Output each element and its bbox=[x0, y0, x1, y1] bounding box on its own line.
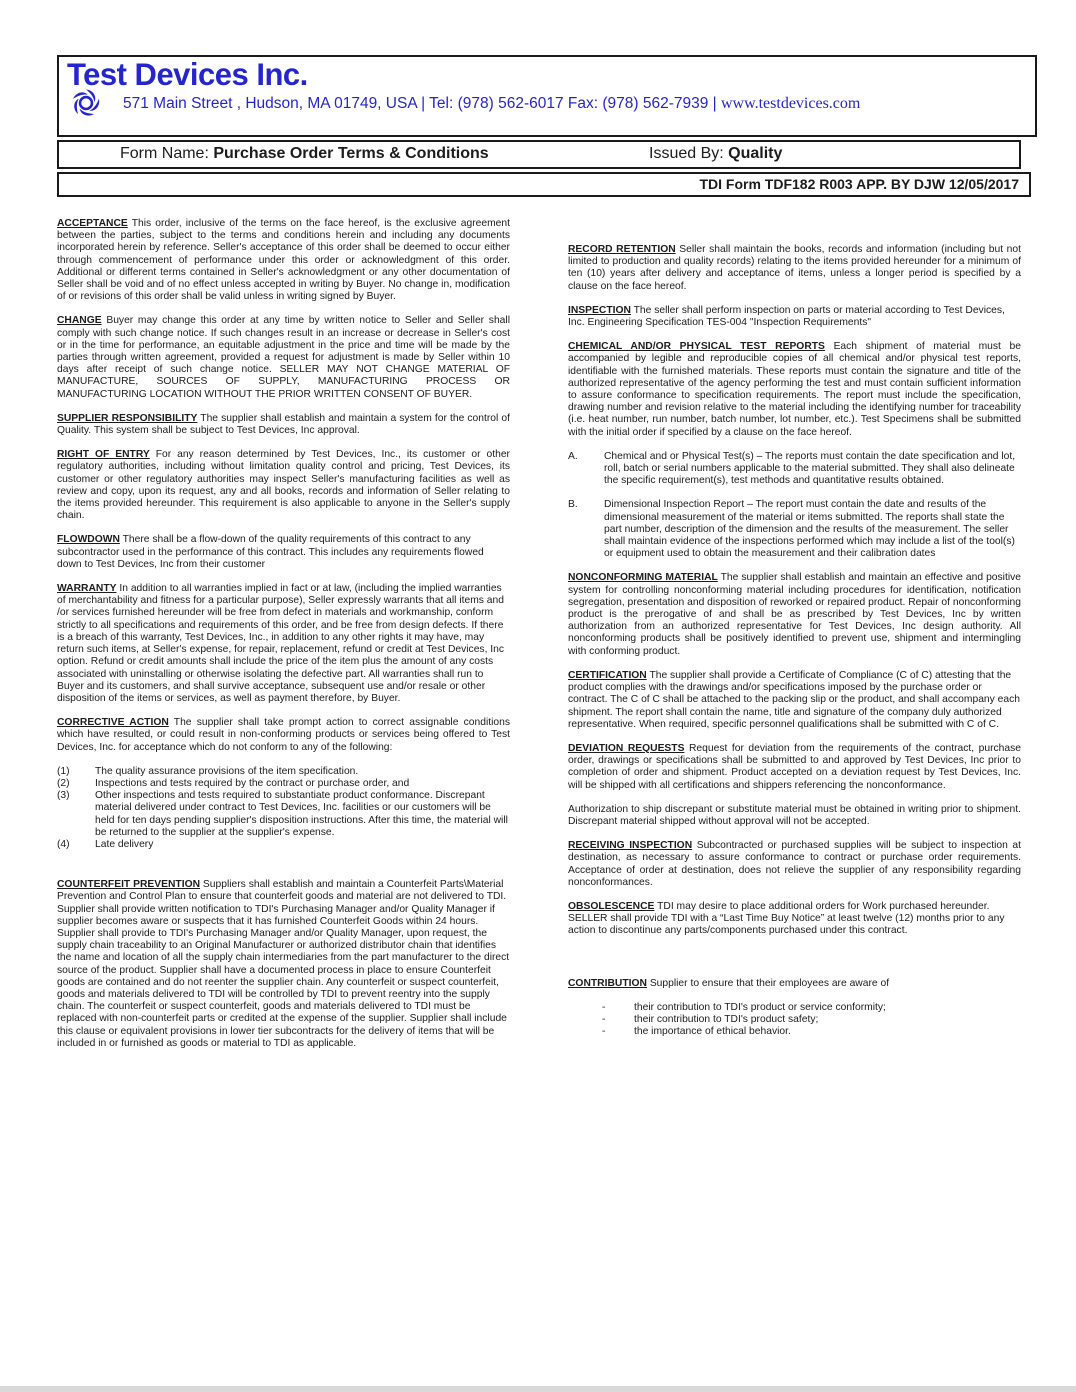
paragraph bbox=[568, 572, 1021, 657]
list-item bbox=[57, 790, 510, 839]
company-website: www.testdevices.com bbox=[720, 94, 861, 112]
paragraph-text: The supplier shall establish and maintain a system for the control of Quality. This system shall be subject to Test Devices, Inc approval. bbox=[57, 412, 510, 437]
scan-edge-artifact bbox=[0, 1386, 1076, 1392]
section-heading: WARRANTY bbox=[57, 583, 117, 595]
section bbox=[568, 305, 1021, 329]
paragraph bbox=[57, 534, 510, 571]
section-heading: CHEMICAL AND/OR PHYSICAL TEST REPORTS bbox=[568, 341, 825, 353]
list-item bbox=[57, 778, 510, 790]
form-name bbox=[120, 145, 489, 163]
section bbox=[57, 583, 510, 705]
list-item bbox=[57, 839, 510, 851]
section-heading: RECEIVING INSPECTION bbox=[568, 840, 693, 852]
paragraph bbox=[57, 315, 510, 400]
paragraph-text: There shall be a flow-down of the quality requirements of this contract to any subcontractor used in the performance of this contract. This includes any requirements flowed down to Test Devices, Inc from their customer bbox=[57, 534, 484, 570]
section-heading: RIGHT OF ENTRY bbox=[57, 449, 150, 461]
list-item-text: Inspections and tests required by the contract or purchase order, and bbox=[95, 777, 410, 789]
header-brand-box bbox=[57, 55, 1037, 137]
list-marker: (1) bbox=[57, 765, 70, 777]
section bbox=[568, 901, 1021, 938]
list-marker: (4) bbox=[57, 838, 70, 850]
paragraph-text: TDI may desire to place additional orders for Work purchased hereunder. SELLER shall provide TDI with a “Last Time Buy Notice” at least twelve (12) months prior to any action to discontinue any parts/components purchased under this contract. bbox=[568, 900, 1005, 937]
section-heading: COUNTERFEIT PREVENTION bbox=[57, 879, 201, 891]
list-marker: A. bbox=[568, 450, 578, 462]
list-marker: (2) bbox=[57, 777, 70, 789]
list-item bbox=[602, 1026, 1021, 1038]
section-heading: INSPECTION bbox=[568, 304, 631, 316]
section-heading: FLOWDOWN bbox=[57, 534, 120, 546]
section-heading: CORRECTIVE ACTION bbox=[57, 717, 169, 729]
paragraph-text: Subcontracted or purchased supplies will be subject to inspection at destination, as necessary to assure conformance to contract or purchase order requirements. Acceptance of order at destination, does not relieve the supplier of any responsibility regarding nonconformances. bbox=[568, 840, 1022, 888]
section bbox=[57, 534, 510, 571]
address-text: 571 Main Street , Hudson, MA 01749, USA | Tel: (978) 562-6017 Fax: (978) 562-7939 | bbox=[123, 94, 721, 112]
list bbox=[568, 1002, 1021, 1039]
paragraph-text: The supplier shall take prompt action to correct assignable conditions which have resulted, or could result in non-conforming products or services being offered to Test Devices, Inc. for acceptance which do not conform to any of the following: bbox=[57, 717, 510, 753]
header-form-ref-row bbox=[57, 172, 1031, 197]
section-heading: NONCONFORMING MATERIAL bbox=[568, 572, 718, 584]
section-heading: DEVIATION REQUESTS bbox=[568, 742, 685, 754]
paragraph-text: Supplier to ensure that their employees are aware of bbox=[649, 977, 890, 989]
paragraph-text: Each shipment of material must be accompanied by legible and reproducible copies of all chemical and/or physical test reports, identifiable with the furnished materials. These reports must contain the signature and title of the authorized representative of the agency performing the test and must contain sufficient information to assure conformance to specification requirements. The report must include the specification, drawing number and revision relative to the material including the identifying number for traceability (i.e. heat number, run number, batch number, lot number, etc.). Test Specimens shall be submitted with the initial order if specified by a clause on the face hereof. bbox=[568, 341, 1021, 438]
list-marker: - bbox=[602, 1013, 606, 1025]
section bbox=[568, 670, 1021, 731]
section-heading: OBSOLESCENCE bbox=[568, 900, 655, 912]
paragraph bbox=[57, 413, 510, 437]
paragraph-text: Buyer may change this order at any time by written notice to Seller and Seller shall comply with such change notice. If such changes result in an increase or decrease in Seller's cost or in the time for performance, an equitable adjustment in the price and time will be made by the parties through written agreement, provided a request for adjustment is made by Seller within 10 days after receipt of such change notice. SELLER MAY NOT CHANGE MATERIAL OF MANUFACTURE, SOURCES OF SUPPLY, MANUFACTURING PROCESS OR MANUFACTURING LOCATION WITHOUT THE PRIOR WRITTEN CONSENT OF BUYER. bbox=[57, 315, 510, 400]
list-item-text: Dimensional Inspection Report – The report must contain the date and results of the dimensional measurement of the material or items submitted. The reports shall state the part number, description of the dimension and the results of the measurement. The seller shall maintain evidence of the inspections performed which may include a list of the tool(s) or equipment used to obtain the measurement and their calibration dates bbox=[604, 499, 1015, 560]
list-item bbox=[602, 1002, 1021, 1014]
document-body bbox=[0, 197, 1076, 1062]
paragraph bbox=[568, 804, 1021, 828]
paragraph-text: Suppliers shall establish and maintain a Counterfeit Parts\Material Prevention and Control Plan to ensure that counterfeit goods and material are not delivered to TDI. Supplier shall provide written notification to TDI's Purchasing Manager and/or Quality Manager if supplier becomes aware or suspects that it has furnished Counterfeit Goods within 24 hours. Supplier shall provide to TDI's Purchasing Manager and/or Quality Manager, upon request, the supply chain traceability to an Original Manufacturer or authorized distributor chain that identifies the name and location of all the supply chain intermediaries from the part manufacturer to the direct source of the product. Supplier shall have a documented process in place to ensure Counterfeit goods are contained and do not reenter the supplier chain. Any counterfeit or suspect counterfeit, goods and materials delivered to TDI will be controlled by TDI to prevent reentry into the supply chain. The counterfeit or suspect counterfeit, goods and materials delivered to TDI must be replaced with non-counterfeit parts or credited at the expense of the supplier. Supplier shall include this clause or equivalent provisions in lower tier subcontracts for the delivery of items that will be included in or furnished as goods or material to TDI as applicable. bbox=[57, 879, 510, 1049]
section bbox=[57, 717, 510, 851]
list-item-text: The quality assurance provisions of the item specification. bbox=[95, 765, 359, 777]
paragraph bbox=[57, 879, 510, 1050]
paragraph bbox=[568, 670, 1021, 731]
paragraph-text: For any reason determined by Test Devices, Inc., its customer or other regulatory authorities, including without limitation quality control and pricing, Test Devices, its customer or other regulatory authorities may inspect Seller's manufacturing facilities as well as review and copy, upon its request, any and all books, records and information of Seller relating to the items provided hereunder. This requirement is also applicable to anyone in the Seller's supply chain. bbox=[57, 449, 510, 522]
list-item-text: Chemical and or Physical Test(s) – The reports must contain the date specification and lot, roll, batch or serial numbers applicable to the material submitted. They shall also delineate the specific requirement(s), test methods and quantitative results obtained. bbox=[604, 450, 1016, 487]
list-item-text: their contribution to TDI's product or service conformity; bbox=[634, 1001, 886, 1013]
section bbox=[568, 840, 1021, 889]
section bbox=[568, 572, 1021, 657]
issued-by-label: Issued By: bbox=[649, 145, 729, 162]
list-item bbox=[602, 1014, 1021, 1026]
list-marker: - bbox=[602, 1026, 606, 1038]
section bbox=[568, 341, 1021, 439]
list bbox=[57, 766, 510, 851]
document-header bbox=[0, 0, 1076, 197]
left-column bbox=[57, 218, 510, 1062]
paragraph-text: This order, inclusive of the terms on the face hereof, is the exclusive agreement between the parties, subject to the terms and conditions herein and including any documents incorporated herein by reference. Seller's acceptance of this order shall be deemed to occur either through commencement of performance under this order or acknowledgment of this order. Additional or different terms contained in Seller's acknowledgment or any other documentation of Seller shall be void and of no effect unless accepted in writing by Buyer. No change in, modification of or revisions of this order shall be valid unless in writing signed by Buyer. bbox=[57, 218, 510, 303]
section bbox=[57, 449, 510, 522]
paragraph bbox=[568, 978, 1021, 990]
section-heading: SUPPLIER RESPONSIBILITY bbox=[57, 412, 198, 424]
form-name-value: Purchase Order Terms & Conditions bbox=[213, 145, 489, 162]
company-logo-text: Test Devices Inc. bbox=[67, 56, 308, 93]
list-item-text: Other inspections and tests required to substantiate product conformance. Discrepant material delivered under contract to Test Devices, Inc. facilities or our customers will be held for ten days pending supplier's disposition instructions. After this time, the material will be returned to the supplier at the supplier's expense. bbox=[95, 790, 508, 838]
form-reference: TDI Form TDF182 R003 APP. BY DJW 12/05/2017 bbox=[699, 176, 1019, 192]
section-heading: RECORD RETENTION bbox=[568, 244, 676, 255]
list-item bbox=[568, 499, 1021, 560]
form-name-label: Form Name: bbox=[120, 145, 214, 162]
right-column bbox=[568, 244, 1021, 1062]
paragraph bbox=[57, 218, 510, 303]
paragraph bbox=[568, 840, 1021, 889]
section bbox=[568, 451, 1021, 561]
section bbox=[568, 743, 1021, 828]
issued-by bbox=[649, 145, 782, 163]
list-marker: - bbox=[602, 1001, 606, 1013]
company-address bbox=[123, 95, 860, 113]
header-form-row bbox=[57, 140, 1021, 169]
paragraph bbox=[568, 901, 1021, 938]
paragraph bbox=[568, 244, 1021, 293]
section bbox=[57, 315, 510, 400]
list-item bbox=[57, 766, 510, 778]
section bbox=[57, 879, 510, 1050]
paragraph bbox=[568, 743, 1021, 792]
paragraph-text: Authorization to ship discrepant or substitute material must be obtained in writing prior to shipment. Discrepant material shipped without approval will not be accepted. bbox=[568, 803, 1021, 827]
section bbox=[57, 218, 510, 303]
list-marker: (3) bbox=[57, 790, 70, 802]
paragraph bbox=[57, 449, 510, 522]
section-heading: CERTIFICATION bbox=[568, 669, 647, 681]
list-item-text: their contribution to TDI's product safety; bbox=[634, 1013, 819, 1025]
section-heading: ACCEPTANCE bbox=[57, 218, 128, 229]
list-marker: B. bbox=[568, 499, 578, 511]
section-heading: CHANGE bbox=[57, 315, 102, 327]
paragraph bbox=[568, 305, 1021, 329]
paragraph-text: Request for deviation from the requirements of the contract, purchase order, drawings or specifications shall be submitted to and approved by Test Devices, Inc prior to completion of order and shipment. Product accepted on a deviation request by Test Devices, Inc. will be shipped with all certifications and shippers referencing the nonconformance. bbox=[568, 742, 1021, 791]
list-item-text: the importance of ethical behavior. bbox=[634, 1026, 791, 1038]
section-heading: CONTRIBUTION bbox=[568, 977, 647, 989]
list-item bbox=[568, 451, 1021, 488]
issued-by-value: Quality bbox=[728, 145, 783, 162]
section bbox=[57, 413, 510, 437]
paragraph-text: Seller shall maintain the books, records and information (including but not limited to production and quality records) relating to the items provided hereunder for a minimum of ten (10) years after delivery and acceptance of items, unless a longer period is specified by a clause on the face hereof. bbox=[568, 244, 1021, 292]
paragraph-text: The supplier shall establish and maintain an effective and positive system for controlling nonconforming material including procedures for identification, notification segregation, presentation and disposition of reworked or repaired product. Repair of nonconforming product is the prerogative of and shall be as prescribed by Test Devices, Inc by written authorization from an authorized representative for Test Devices, Inc design authority. All nonconforming products shall be positively identified to prevent use, shipment and intermingling with conforming product. bbox=[568, 572, 1021, 657]
section bbox=[568, 978, 1021, 1039]
paragraph bbox=[57, 717, 510, 754]
paragraph bbox=[568, 341, 1021, 439]
list-item-text: Late delivery bbox=[95, 838, 154, 850]
list bbox=[568, 451, 1021, 561]
paragraph-text: In addition to all warranties implied in fact or at law, (including the implied warranties of merchantability and fitness for a particular purpose), Seller expressly warrants that all items and /or services furnished hereunder will be free from defect in materials and workmanship, conform strictly to all specifications and requirements of this order, and be free from design defects. If there is a breach of this warranty, Test Devices, Inc., in addition to any other rights it may have, may return such items, at Seller's expense, for repair, replacement, refund or credit at Test Devices, Inc option. Refund or credit amounts shall include the price of the item plus the amount of any costs associated with uninstalling or otherwise isolating the defective part. All warranties shall run to Buyer and its customers, and shall survive acceptance, subsequent use and/or resale or other disposition of the items or services, as well as payment therefore, by Buyer. bbox=[57, 583, 505, 704]
paragraph bbox=[57, 583, 510, 705]
section bbox=[568, 244, 1021, 293]
paragraph-text: The supplier shall provide a Certificate of Compliance (C of C) attesting that the product complies with the drawings and/or specifications imposed by the purchase order or contract. The C of C shall be attached to the packing slip or the product, and shall accompany each shipment. The report shall contain the name, title and signature of the company duly authorized representative. When required, specific personnel qualifications shall be submitted with C of C. bbox=[568, 669, 1020, 730]
paragraph-text: The seller shall perform inspection on parts or material according to Test Devices, Inc. Engineering Specification TES-004 "Inspection Requirements" bbox=[568, 304, 1005, 329]
